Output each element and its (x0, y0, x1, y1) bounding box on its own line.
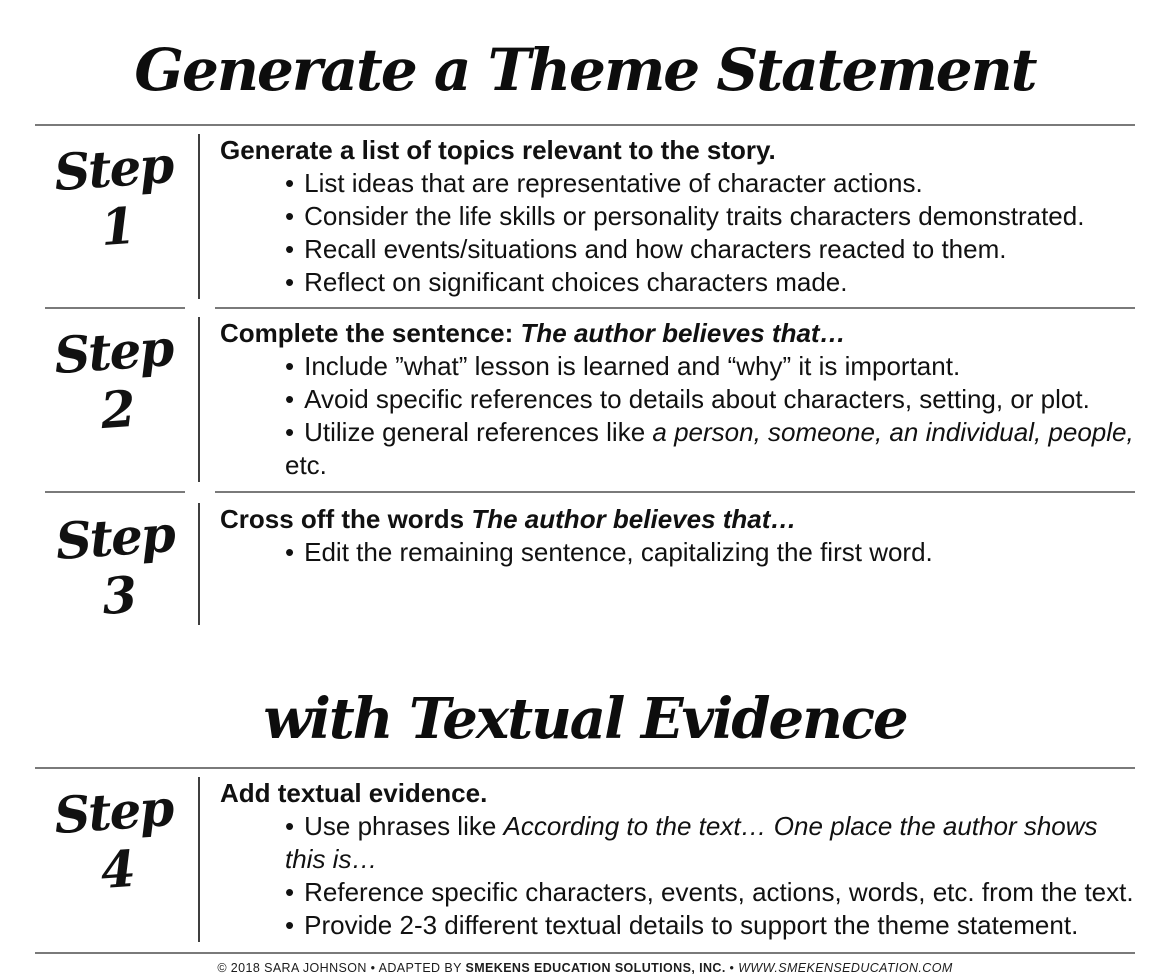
divider (35, 491, 1135, 493)
bullet-item: • List ideas that are representative of character actions. (285, 167, 1135, 200)
bullet-item: • Reference specific characters, events, actions, words, etc. from the text. (285, 876, 1135, 909)
bullet-item: • Utilize general references like a person, someone, an individual, people, etc. (285, 416, 1135, 482)
step-2-content (200, 317, 1135, 482)
step-4-section (35, 769, 1135, 952)
step-4-heading: Add textual evidence. (220, 778, 488, 808)
step-1-bullet-list (285, 167, 1135, 299)
step-1-section (35, 126, 1135, 307)
step-1-heading: Generate a list of topics relevant to the story. (220, 135, 776, 165)
step-2-label: Step 2 (52, 318, 175, 441)
step-3-heading: Cross off the words The author believes that… (220, 504, 797, 534)
step-3-bullet-list (285, 536, 1135, 569)
secondary-title: with Textual Evidence (263, 686, 907, 752)
bullet-item: • Consider the life skills or personality traits characters demonstrated. (285, 200, 1135, 233)
step-2-bullet-list (285, 350, 1135, 482)
step-2-heading: Complete the sentence: The author believes that… (220, 318, 846, 348)
bullet-item: • Provide 2-3 different textual details to support the theme statement. (285, 909, 1135, 942)
bullet-item: • Reflect on significant choices characters made. (285, 266, 1135, 299)
divider (35, 307, 1135, 309)
step-1-label: Step 1 (52, 135, 175, 258)
step-4-bullet-list (285, 810, 1135, 942)
step-4-label: Step 4 (52, 778, 175, 901)
divider (35, 952, 1135, 954)
step-4-content (200, 777, 1135, 942)
bullet-item: • Include ”what” lesson is learned and “why” it is important. (285, 350, 1135, 383)
bullet-item: • Use phrases like According to the text… One place the author shows this is… (285, 810, 1135, 876)
bullet-item: • Avoid specific references to details about characters, setting, or plot. (285, 383, 1135, 416)
step-3-section (35, 493, 1135, 651)
step-3-label: Step 3 (53, 504, 176, 626)
step-1-content (200, 134, 1135, 299)
step-3-content (200, 503, 1135, 625)
page-title: Generate a Theme Statement (134, 36, 1036, 104)
step-2-section (35, 309, 1135, 491)
footer-credit: © 2018 SARA JOHNSON • ADAPTED BY SMEKENS EDUCATION SOLUTIONS, INC. • WWW.SMEKENSEDUCATION.COM (217, 961, 953, 975)
bullet-item: • Recall events/situations and how characters reacted to them. (285, 233, 1135, 266)
bullet-item: • Edit the remaining sentence, capitalizing the first word. (285, 536, 1135, 569)
